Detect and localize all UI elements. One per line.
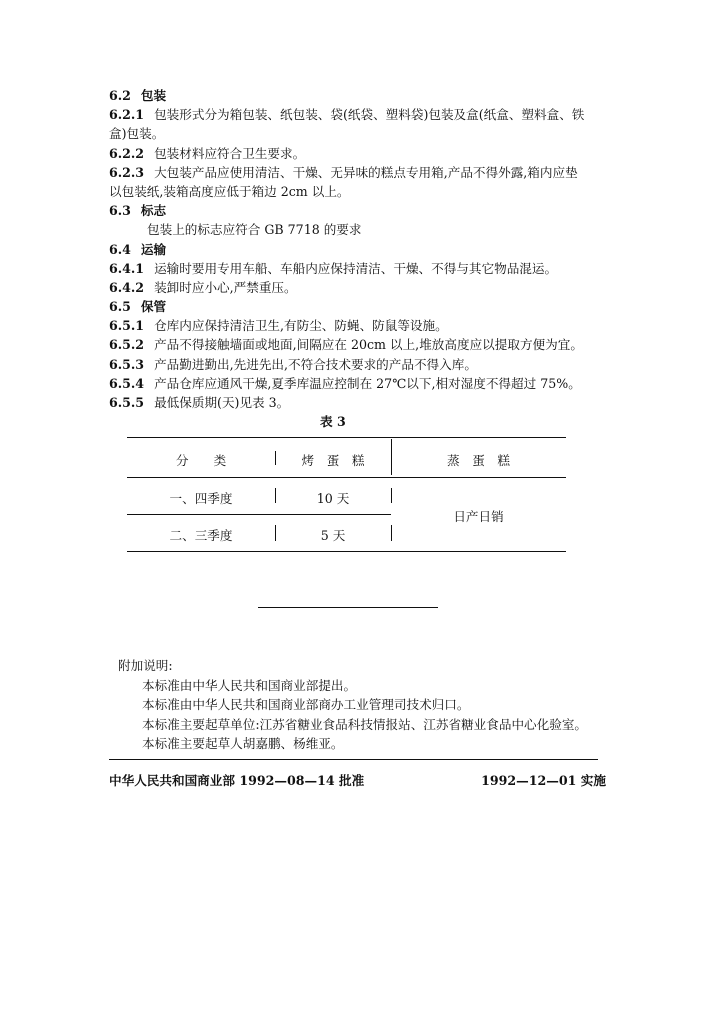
section-text: 包装形式分为箱包装、纸包装、袋(纸袋、塑料袋)包装及盒(纸盒、塑料盒、铁 — [154, 107, 585, 123]
notes-title: 附加说明: — [118, 658, 173, 673]
section-text: 装卸时应小心,严禁重压。 — [154, 279, 297, 295]
notes-line: 本标准主要起草单位:江苏省糖业食品科技情报站、江苏省糖业食品中心化验室。 — [142, 716, 588, 732]
section-number: 6.2.3 — [109, 164, 145, 180]
shelf-life-table — [127, 437, 566, 553]
table-title: 表 3 — [320, 414, 346, 429]
additional-notes — [118, 656, 587, 754]
section-number: 6.5.4 — [109, 375, 145, 391]
table-header-baked: 烤 蛋 糕 — [301, 453, 365, 468]
table-cell-baked: 5 天 — [320, 528, 346, 543]
end-separator-line — [258, 607, 438, 608]
section-line — [109, 355, 589, 374]
section-number: 6.2 — [109, 88, 131, 103]
section-text: 运输时要用专用车船、车船内应保持清洁、干燥、不得与其它物品混运。 — [154, 260, 558, 276]
table-col-rule — [391, 488, 392, 503]
section-text: 包装上的标志应符合 GB 7718 的要求 — [147, 222, 362, 238]
section-text: 运输 — [140, 241, 167, 257]
section-number: 6.5.3 — [109, 356, 145, 372]
section-line — [109, 182, 589, 201]
section-line — [109, 105, 589, 124]
section-line — [109, 259, 589, 278]
table-header-rule — [127, 477, 566, 478]
section-text: 最低保质期(天)见表 3。 — [154, 395, 290, 410]
section-text: 标志 — [140, 203, 167, 219]
section-line — [109, 240, 589, 259]
section-number: 6.5.2 — [109, 337, 145, 353]
section-line — [109, 220, 589, 239]
section-number: 6.5.5 — [109, 395, 145, 410]
section-line — [109, 201, 589, 220]
section-line — [109, 374, 589, 393]
footer-implementation: 1992—12—01 实施 — [481, 773, 606, 788]
table-col-rule — [391, 525, 392, 541]
notes-line: 本标准由中华人民共和国商业部商办工业管理司技术归口。 — [142, 697, 470, 713]
notes-line: 本标准由中华人民共和国商业部提出。 — [142, 677, 357, 693]
notes-line: 本标准主要起草人胡嘉鹏、杨维亚。 — [142, 736, 344, 752]
section-text: 包装 — [140, 88, 167, 103]
section-line — [109, 163, 589, 182]
section-number: 6.5 — [109, 299, 131, 315]
table-cell-category: 一、四季度 — [169, 491, 233, 506]
section-text: 保管 — [140, 299, 167, 315]
section-line — [109, 278, 589, 297]
section-line — [109, 393, 589, 412]
table-cell-baked: 10 天 — [316, 491, 350, 506]
section-text: 产品不得接触墙面或地面,间隔应在 20cm 以上,堆放高度应以提取方便为宜。 — [154, 337, 583, 353]
section-number: 6.2.2 — [109, 145, 145, 161]
section-text: 包装材料应符合卫生要求。 — [154, 145, 306, 161]
table-top-rule — [127, 437, 566, 438]
section-number: 6.4 — [109, 241, 131, 257]
section-line — [109, 335, 589, 354]
table-row-rule — [127, 514, 391, 515]
section-number: 6.2.1 — [109, 107, 145, 123]
section-line — [109, 124, 589, 143]
section-text: 以包装纸,装箱高度应低于箱边 2cm 以上。 — [109, 183, 350, 199]
section-text: 产品仓库应通风干燥,夏季库温应控制在 27℃以下,相对湿度不得超过 75%。 — [154, 375, 581, 391]
table-header-category: 分 类 — [175, 453, 227, 468]
section-text: 产品勤进勤出,先进先出,不符合技术要求的产品不得入库。 — [154, 356, 477, 372]
table-cell-steamed: 日产日销 — [453, 509, 504, 524]
footer-rule — [109, 759, 598, 760]
section-line — [109, 86, 589, 105]
section-lines — [109, 86, 589, 412]
section-line — [109, 297, 589, 316]
section-number: 6.4.1 — [109, 260, 145, 276]
table-bottom-rule — [127, 551, 566, 552]
section-number: 6.5.1 — [109, 318, 145, 334]
table-header-steamed: 蒸 蛋 糕 — [447, 453, 510, 468]
section-number: 6.3 — [109, 203, 131, 219]
section-line — [109, 316, 589, 335]
section-number: 6.4.2 — [109, 279, 145, 295]
section-text: 仓库内应保持清洁卫生,有防尘、防蝇、防鼠等设施。 — [154, 318, 448, 334]
table-cell-category: 二、三季度 — [169, 528, 233, 543]
section-text: 大包装产品应使用清洁、干燥、无异味的糕点专用箱,产品不得外露,箱内应垫 — [154, 164, 578, 180]
footer-approval: 中华人民共和国商业部 1992—08—14 批准 — [109, 773, 365, 788]
section-line — [109, 144, 589, 163]
section-text: 盒)包装。 — [109, 126, 165, 142]
